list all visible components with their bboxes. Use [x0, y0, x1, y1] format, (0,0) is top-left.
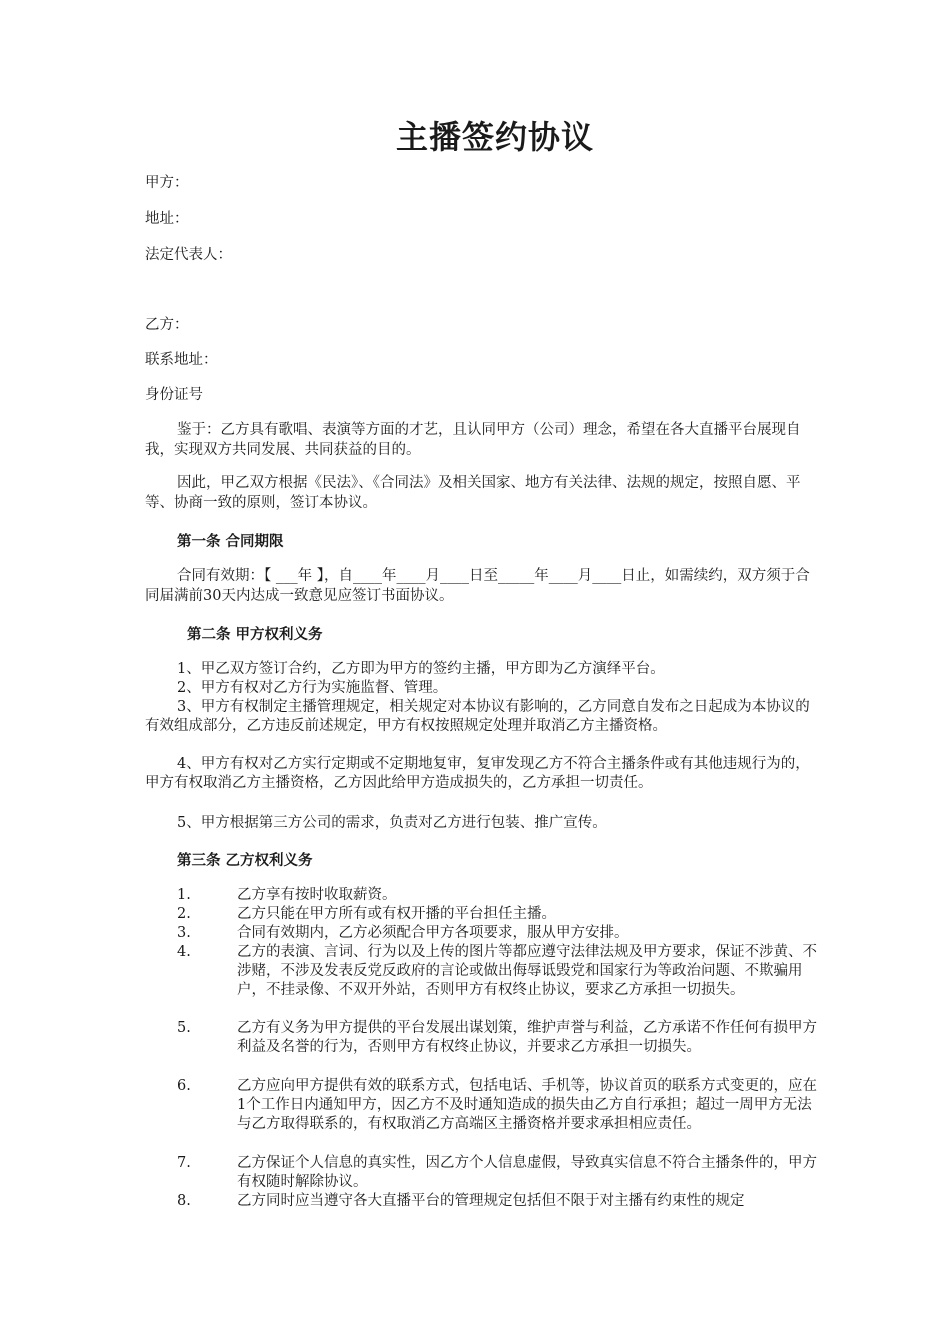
list-item-number: 5.	[177, 1020, 191, 1036]
party-a-representative-label: 法定代表人：	[145, 247, 232, 263]
article-1-heading: 第一条 合同期限	[177, 534, 284, 550]
list-item-text: 乙方只能在甲方所有或有权开播的平台担任主播。	[237, 906, 556, 922]
list-item-number: 4.	[177, 944, 191, 960]
list-item-number: 8.	[177, 1193, 191, 1209]
party-a-address-label: 地址：	[145, 211, 189, 227]
article-1-text: 合同有效期：【 ___年 】，自____年____月____日至_____年____月____日止，如需续约，双方须于合同届满前30天内达成一致意见应签订书面协议。	[145, 568, 810, 604]
list-item-text: 乙方同时应当遵守各大直播平台的管理规定包括但不限于对主播有约束性的规定	[237, 1193, 745, 1209]
preamble-paragraph: 鉴于：乙方具有歌唱、表演等方面的才艺，且认同甲方（公司）理念，希望在各大直播平台展现自我，实现双方共同发展、共同获益的目的。	[145, 422, 801, 458]
list-item-text: 乙方有义务为甲方提供的平台发展出谋划策，维护声誉与利益，乙方承诺不作任何有损甲方利益及名誉的行为，否则甲方有权终止协议，并要求乙方承担一切损失。	[237, 1020, 817, 1055]
article-2-item: 2、甲方有权对乙方行为实施监督、管理。	[177, 680, 448, 696]
party-b-name-label: 乙方：	[145, 317, 189, 333]
article-2-heading: 第二条 甲方权利义务	[187, 627, 323, 643]
preamble-paragraph: 因此，甲乙双方根据《民法》、《合同法》及相关国家、地方有关法律、法规的规定，按照自愿、平等、协商一致的原则，签订本协议。	[145, 475, 801, 511]
list-item-text: 乙方享有按时收取薪资。	[237, 887, 397, 903]
list-item-number: 3.	[177, 925, 191, 941]
list-item-number: 1.	[177, 887, 191, 903]
list-item-number: 7.	[177, 1155, 191, 1171]
list-item-text: 乙方的表演、言词、行为以及上传的图片等都应遵守法律法规及甲方要求，保证不涉黄、不涉赌，不涉及发表反党反政府的言论或做出侮辱诋毁党和国家行为等政治问题、不欺骗用户，不挂录像、不双开外站，否则甲方有权终止协议，要求乙方承担一切损失。	[237, 944, 817, 998]
article-3-heading: 第三条 乙方权利义务	[177, 853, 313, 869]
document-title: 主播签约协议	[395, 118, 594, 156]
article-2-item: 3、甲方有权制定主播管理规定，相关规定对本协议有影响的，乙方同意自发布之日起成为本协议的有效组成部分，乙方违反前述规定，甲方有权按照规定处理并取消乙方主播资格。	[145, 699, 810, 734]
party-a-name-label: 甲方：	[145, 175, 189, 191]
list-item-text: 合同有效期内，乙方必须配合甲方各项要求，服从甲方安排。	[237, 925, 629, 941]
list-item-text: 乙方应向甲方提供有效的联系方式，包括电话、手机等，协议首页的联系方式变更的，应在1个工作日内通知甲方，因乙方不及时通知造成的损失由乙方自行承担；超过一周甲方无法与乙方取得联系的，有权取消乙方高端区主播资格并要求承担相应责任。	[237, 1078, 817, 1132]
article-2-item: 4、甲方有权对乙方实行定期或不定期地复审，复审发现乙方不符合主播条件或有其他违规行为的，甲方有权取消乙方主播资格，乙方因此给甲方造成损失的，乙方承担一切责任。	[145, 756, 810, 791]
article-2-item: 1、甲乙双方签订合约，乙方即为甲方的签约主播，甲方即为乙方演绎平台。	[177, 661, 665, 677]
article-2-item: 5、甲方根据第三方公司的需求，负责对乙方进行包装、推广宣传。	[177, 815, 607, 831]
list-item-text: 乙方保证个人信息的真实性，因乙方个人信息虚假，导致真实信息不符合主播条件的，甲方有权随时解除协议。	[237, 1155, 817, 1190]
list-item-number: 6.	[177, 1078, 191, 1094]
party-b-contact-label: 联系地址：	[145, 352, 218, 368]
party-b-id-label: 身份证号	[145, 387, 203, 403]
list-item-number: 2.	[177, 906, 191, 922]
